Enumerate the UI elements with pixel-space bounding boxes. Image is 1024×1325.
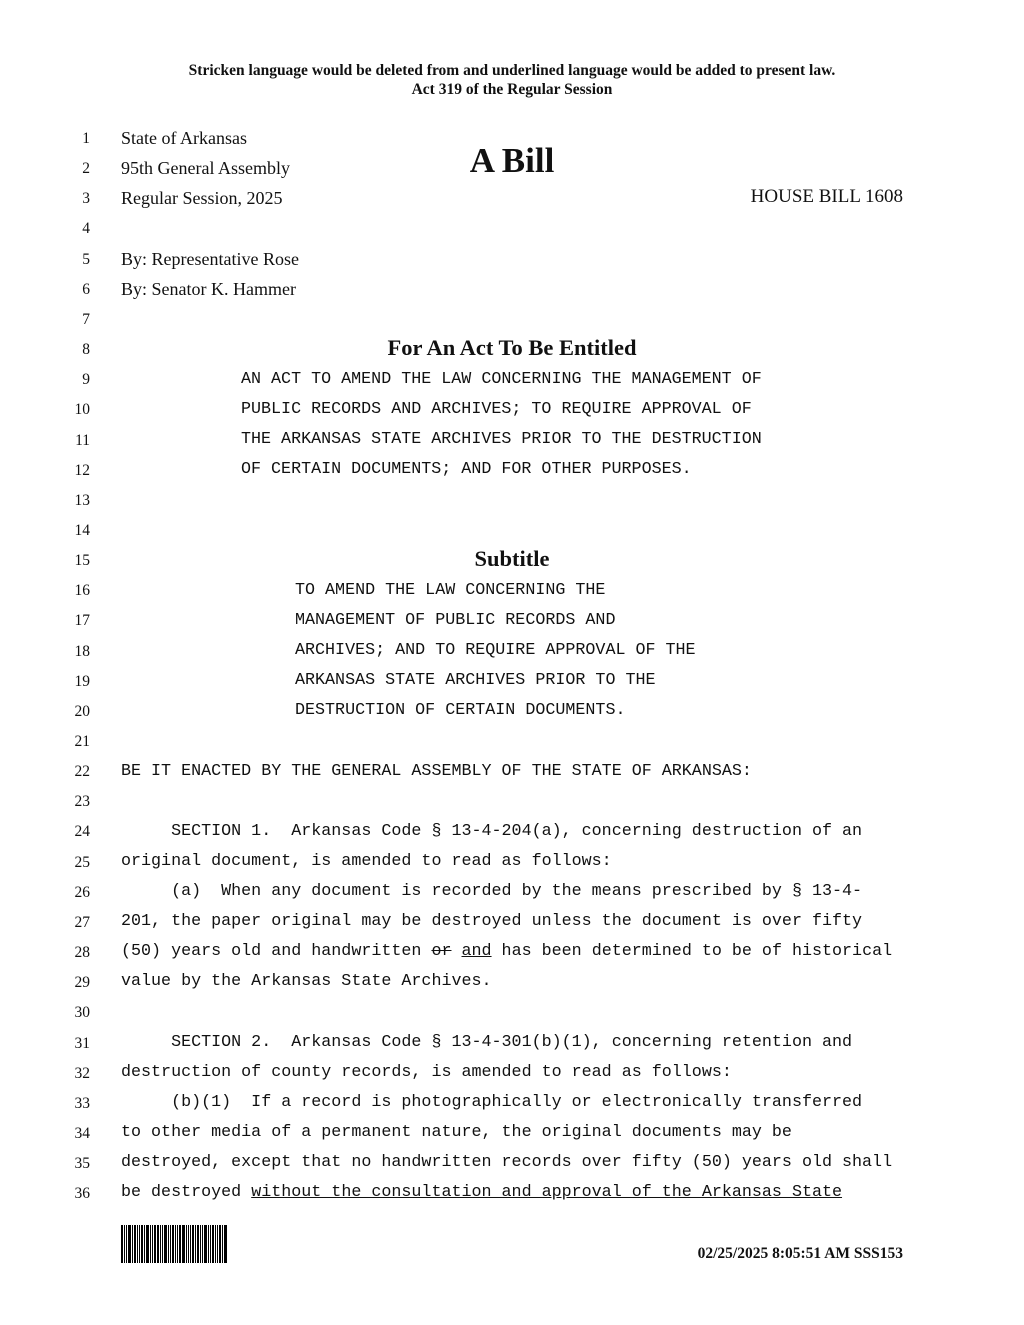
line-number: 14 [74,521,90,539]
section-1-text: has been determined to be of historical [491,942,893,961]
barcode-bar [146,1225,149,1263]
entitled-line: AN ACT TO AMEND THE LAW CONCERNING THE MANAGEMENT OF [241,370,762,389]
senate-sponsor: By: Senator K. Hammer [121,279,296,299]
barcode-bar [160,1225,161,1263]
barcode-bar [197,1225,199,1263]
line-number: 21 [74,733,90,750]
barcode-bar [217,1225,218,1263]
section-2-line: destruction of county records, is amended to read as follows: [121,1063,732,1082]
barcode-bar [168,1225,169,1263]
barcode-bar [144,1225,145,1263]
line-number: 9 [82,371,90,389]
barcode-bar [179,1225,181,1263]
state-name: State of Arkansas [121,128,247,148]
entitled-heading: For An Act To Be Entitled [387,335,637,360]
entitled-line: PUBLIC RECORDS AND ARCHIVES; TO REQUIRE APPROVAL OF [241,400,752,419]
barcode-bar [152,1225,153,1263]
enacting-clause: BE IT ENACTED BY THE GENERAL ASSEMBLY OF THE STATE OF ARKANSAS: [121,762,752,781]
line-number: 16 [74,582,90,600]
barcode-bar [202,1225,203,1263]
line-number: 26 [74,883,90,901]
line-number: 6 [82,280,90,298]
section-1-text: (50) years old and handwritten [121,942,432,961]
barcode-bar [195,1225,196,1263]
barcode-bar [141,1225,143,1263]
line-number: 31 [74,1034,90,1052]
subtitle-line: DESTRUCTION OF CERTAIN DOCUMENTS. [295,701,626,720]
line-number: 1 [82,130,90,147]
entitled-line: THE ARKANSAS STATE ARCHIVES PRIOR TO THE DESTRUCTION [241,430,762,449]
section-2-amended-line [121,1183,842,1202]
section-1-line: value by the Arkansas State Archives. [121,972,492,991]
barcode [121,1225,249,1263]
barcode-bar [188,1225,189,1263]
bill-title: A Bill [469,141,555,180]
line-number: 10 [74,401,90,419]
line-number: 30 [74,1004,90,1022]
line-number: 23 [74,793,90,811]
subtitle-line: TO AMEND THE LAW CONCERNING THE [295,581,606,600]
line-number: 36 [74,1185,90,1203]
barcode-bar [215,1225,216,1263]
line-number: 2 [82,160,90,178]
line-number: 18 [74,642,90,660]
barcode-bar [134,1225,136,1263]
section-2-text: be destroyed [121,1183,252,1202]
line-number: 4 [82,220,90,238]
barcode-bar [222,1225,223,1263]
section-1-line: 201, the paper original may be destroyed unless the document is over fifty [121,912,863,931]
line-number: 22 [74,763,90,781]
line-number: 5 [82,250,90,268]
stricken-text: or [431,942,452,961]
barcode-bar [192,1225,194,1263]
line-number: 8 [82,341,90,359]
footer-timestamp: 02/25/2025 8:05:51 AM SSS153 [697,1245,903,1262]
section-1-text [451,942,461,961]
section-1-line: (a) When any document is recorded by the means prescribed by § 13-4- [121,882,863,901]
line-number: 13 [74,491,90,509]
line-number: 25 [74,853,90,871]
line-number: 11 [75,431,90,449]
house-sponsor: By: Representative Rose [121,249,299,269]
barcode-bar [172,1225,174,1263]
barcode-bar [126,1225,127,1263]
section-1-amended-line [121,942,892,961]
line-number: 35 [74,1155,90,1173]
section-1-line: SECTION 1. Arkansas Code § 13-4-204(a), concerning destruction of an [121,822,863,841]
barcode-bar [150,1225,151,1263]
barcode-bar [128,1225,131,1263]
subtitle-line: ARKANSAS STATE ARCHIVES PRIOR TO THE [295,671,656,690]
line-number: 17 [74,612,90,630]
line-number: 12 [74,461,90,479]
bill-number: HOUSE BILL 1608 [750,186,903,207]
amendment-notice: Stricken language would be deleted from and underlined language would be added to present law. [188,62,836,79]
act-number: Act 319 of the Regular Session [411,81,613,98]
line-number: 33 [74,1094,90,1112]
added-text: without the consultation and approval of the Arkansas State [251,1183,843,1202]
barcode-bar [212,1225,214,1263]
barcode-bar [208,1225,209,1263]
barcode-bar [204,1225,207,1263]
barcode-bar [170,1225,171,1263]
subtitle-line: MANAGEMENT OF PUBLIC RECORDS AND [295,611,616,630]
line-number: 32 [74,1064,90,1082]
line-number: 7 [82,310,90,328]
entitled-line: OF CERTAIN DOCUMENTS; AND FOR OTHER PURPOSES. [241,460,692,479]
section-2-line: SECTION 2. Arkansas Code § 13-4-301(b)(1), concerning retention and [121,1033,853,1052]
line-number: 3 [82,190,90,208]
line-number: 29 [74,974,90,992]
barcode-bar [139,1225,140,1263]
session: Regular Session, 2025 [121,188,283,208]
barcode-bar [162,1225,163,1263]
section-2-line: to other media of a permanent nature, the original documents may be [121,1123,792,1142]
line-number: 19 [74,672,90,690]
line-number: 34 [74,1124,90,1142]
barcode-bar [157,1225,159,1263]
line-number: 27 [74,913,90,931]
barcode-bar [224,1225,227,1263]
section-1-line: original document, is amended to read as follows: [121,852,612,871]
barcode-bar [190,1225,191,1263]
line-number: 15 [74,552,90,570]
section-2-line: (b)(1) If a record is photographically or electronically transferred [121,1093,863,1112]
section-2-line: destroyed, except that no handwritten records over fifty (50) years old shall [121,1153,893,1172]
barcode-bar [164,1225,167,1263]
barcode-bar [124,1225,125,1263]
barcode-bar [175,1225,176,1263]
barcode-bar [182,1225,185,1263]
line-number: 20 [74,702,90,720]
line-number: 28 [74,944,90,962]
line-number: 24 [74,823,90,841]
barcode-bar [132,1225,133,1263]
barcode-bar [121,1225,123,1263]
barcode-bar [210,1225,211,1263]
subtitle-heading: Subtitle [474,546,550,571]
barcode-bar [177,1225,178,1263]
general-assembly: 95th General Assembly [121,158,290,178]
barcode-bar [186,1225,187,1263]
barcode-bar [219,1225,221,1263]
barcode-bar [200,1225,201,1263]
added-text: and [461,942,492,961]
barcode-bar [154,1225,156,1263]
barcode-bar [137,1225,138,1263]
subtitle-line: ARCHIVES; AND TO REQUIRE APPROVAL OF THE [295,641,696,660]
